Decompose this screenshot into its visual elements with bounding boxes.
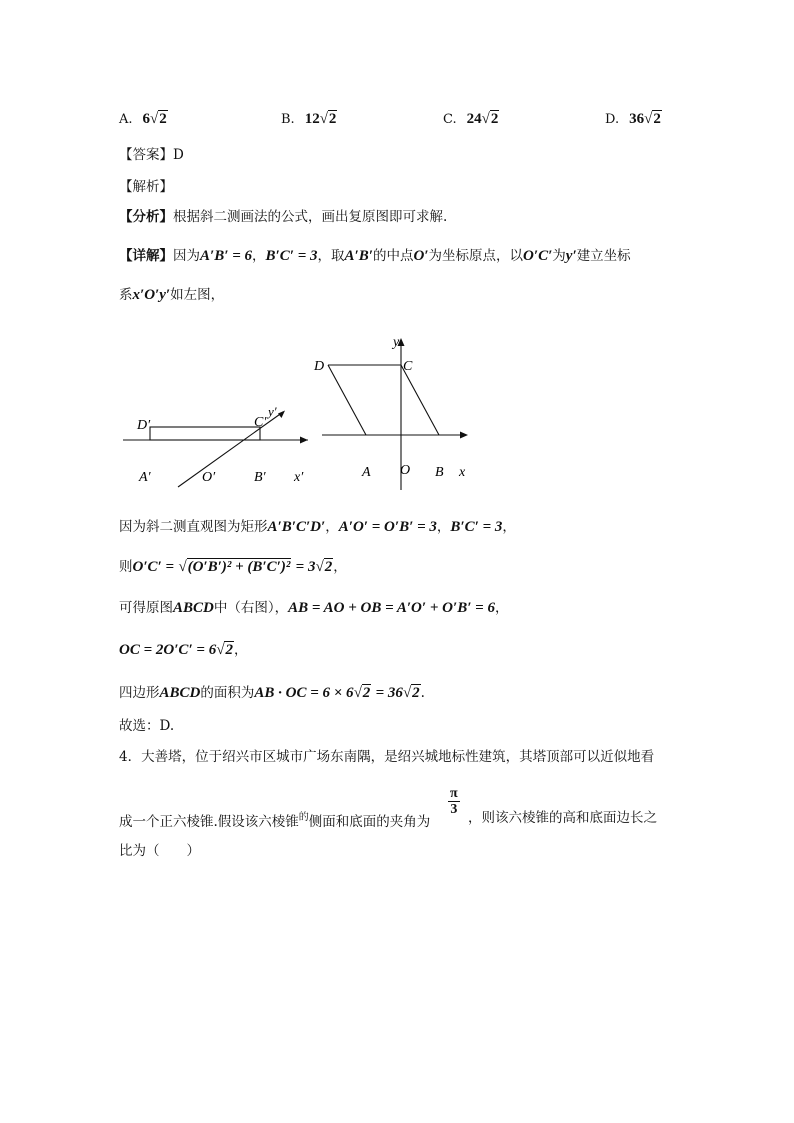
text: ， bbox=[325, 519, 339, 535]
para-rectangle bbox=[119, 517, 516, 537]
q4-line-1: 4．大善塔，位于绍兴市区城市广场东南隅，是绍兴城地标性建筑，其塔顶部可以近似地看 bbox=[119, 749, 655, 765]
y-arrow bbox=[278, 411, 285, 419]
fraction-denominator: 3 bbox=[450, 802, 458, 817]
para-area: 四边形ABCD的面积为AB · OC = 6 × 6√2 = 36√2. bbox=[119, 685, 425, 701]
label-a: A′ bbox=[139, 470, 151, 485]
text: 可得原图 bbox=[119, 600, 173, 616]
math-expr: A′O′ = O′B′ = 3 bbox=[338, 519, 437, 535]
math-expr: A′B′ = 6 bbox=[200, 248, 252, 264]
option-coef: 24 bbox=[466, 111, 482, 127]
x-arrow bbox=[460, 432, 468, 439]
math-expr: AB = AO + OB = A′O′ + O′B′ = 6 bbox=[288, 600, 495, 616]
label-x: x bbox=[459, 465, 466, 480]
math-expr: y′ bbox=[565, 248, 577, 264]
option-rad: 2 bbox=[159, 111, 167, 127]
math-expr: O′C′ bbox=[523, 248, 553, 264]
label-x: x′ bbox=[294, 470, 304, 485]
option-a: A. 6√2 bbox=[119, 111, 167, 127]
q4-line-2-end: ，则该六棱锥的高和底面边长之 bbox=[468, 810, 657, 826]
text: 中（右图）， bbox=[213, 600, 289, 616]
label-b: B bbox=[435, 465, 444, 480]
oblique-figure bbox=[118, 390, 318, 494]
option-b: B. 12√2 bbox=[281, 111, 337, 127]
text: 因为斜二测直观图为矩形 bbox=[119, 519, 268, 535]
label-c: C bbox=[403, 359, 413, 374]
x-arrow bbox=[300, 437, 308, 444]
math-expr: B′C′ = 3 bbox=[450, 519, 503, 535]
analysis-header: 【解析】 bbox=[119, 179, 173, 195]
math-expr: B′C′ = 3 bbox=[265, 248, 318, 264]
label-y: y bbox=[393, 335, 400, 350]
text: . bbox=[420, 685, 425, 701]
text: 如左图， bbox=[170, 287, 225, 303]
math-radicand: 2 bbox=[362, 685, 371, 701]
rect-abcd bbox=[150, 427, 260, 440]
edge-da bbox=[328, 365, 366, 435]
label-d: D′ bbox=[137, 418, 151, 433]
detail-line-1 bbox=[119, 246, 631, 266]
fraction-pi-over-3 bbox=[448, 786, 460, 817]
analysis-text: 根据斜二测画法的公式，画出复原图即可求解. bbox=[173, 209, 448, 225]
text: ， bbox=[494, 600, 509, 616]
analysis-tag: 【分析】 bbox=[119, 209, 173, 225]
option-d: D. 36√2 bbox=[605, 111, 661, 127]
math-expr: O′C′ = bbox=[132, 559, 175, 575]
option-rad: 2 bbox=[653, 111, 661, 127]
text: 为坐标原点，以 bbox=[428, 248, 524, 264]
math-radicand: 2 bbox=[412, 685, 420, 701]
math-expr: x′O′y′ bbox=[132, 287, 171, 303]
y-axis bbox=[178, 412, 283, 487]
fraction-numerator: π bbox=[450, 786, 458, 801]
text: 系 bbox=[119, 287, 133, 303]
math-radicand: 2 bbox=[225, 642, 233, 658]
math-expr: AB · OC = 6 × 6 bbox=[254, 685, 354, 701]
option-coef: 6 bbox=[142, 111, 151, 127]
option-letter: A. bbox=[119, 112, 133, 127]
text: ， bbox=[333, 559, 347, 575]
choose-line: 故选：D. bbox=[119, 718, 175, 734]
text: ， bbox=[233, 642, 248, 658]
text: ， bbox=[502, 519, 516, 535]
label-o: O bbox=[400, 463, 411, 478]
edge-dcb bbox=[328, 365, 439, 435]
text: 侧面和底面的夹角为 bbox=[308, 814, 431, 830]
option-c: C. 24√2 bbox=[443, 111, 499, 127]
option-rad: 2 bbox=[490, 111, 499, 127]
math-radicand: (O′B′)² + (B′C′)² bbox=[187, 559, 291, 575]
option-letter: C. bbox=[443, 112, 457, 127]
text: 因为 bbox=[173, 248, 200, 264]
option-letter: D. bbox=[605, 112, 620, 127]
option-coef: 12 bbox=[304, 111, 320, 127]
para-ab bbox=[119, 598, 508, 618]
label-y: y′ bbox=[268, 404, 277, 419]
math-expr: = 36 bbox=[375, 685, 403, 701]
math-expr: A′B′C′D′ bbox=[267, 519, 326, 535]
text: 的面积为 bbox=[200, 685, 255, 701]
math-expr: A′B′ bbox=[344, 248, 373, 264]
label-b: B′ bbox=[254, 470, 266, 485]
para-oc: OC = 2O′C′ = 6√2， bbox=[119, 642, 248, 658]
option-rad: 2 bbox=[328, 111, 337, 127]
answer-line: 【答案】D bbox=[119, 147, 184, 163]
text: ， bbox=[252, 248, 266, 264]
analysis-line bbox=[119, 207, 447, 227]
q4-line-2 bbox=[119, 808, 430, 832]
math-expr: OC = 2O′C′ = 6 bbox=[119, 642, 217, 658]
text: ，取 bbox=[317, 248, 345, 264]
detail-tag: 【详解】 bbox=[119, 248, 173, 264]
q4-line-3: 比为（ ） bbox=[119, 843, 200, 859]
text: 四边形 bbox=[119, 685, 160, 701]
label-d: D bbox=[314, 359, 325, 374]
math-expr: ABCD bbox=[173, 600, 214, 616]
label-o: O′ bbox=[202, 470, 216, 485]
text: 成一个正六棱锥.假设该六棱锥 bbox=[119, 814, 299, 830]
text: 的 bbox=[298, 812, 309, 823]
text: 为 bbox=[552, 248, 566, 264]
math-expr: ABCD bbox=[159, 685, 201, 701]
option-coef: 36 bbox=[629, 111, 645, 127]
para-oc-length: 则O′C′ = √(O′B′)² + (B′C′)² = 3√2， bbox=[119, 559, 347, 575]
math-expr: O′ bbox=[413, 248, 429, 264]
math-radicand: 2 bbox=[324, 559, 333, 575]
text: 建立坐标 bbox=[576, 248, 631, 264]
text: 则 bbox=[119, 559, 133, 575]
text: 的中点 bbox=[372, 248, 414, 264]
text: ， bbox=[436, 519, 451, 535]
label-a: A bbox=[362, 465, 371, 480]
option-letter: B. bbox=[281, 112, 295, 127]
label-c: C′ bbox=[254, 415, 267, 430]
math-expr: = 3 bbox=[295, 559, 316, 575]
original-figure bbox=[308, 328, 474, 494]
detail-line-2 bbox=[119, 285, 224, 305]
